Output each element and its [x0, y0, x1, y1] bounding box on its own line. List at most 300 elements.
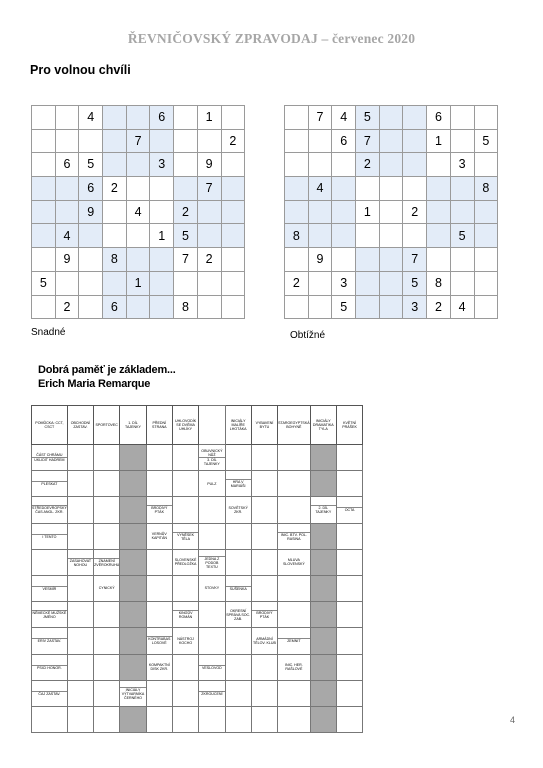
sudoku-cell[interactable] — [332, 200, 356, 224]
sudoku-cell[interactable] — [403, 224, 427, 248]
crossword-answer-cell[interactable] — [94, 680, 120, 706]
sudoku-cell[interactable] — [308, 295, 332, 319]
crossword-answer-cell[interactable] — [225, 706, 251, 732]
sudoku-cell[interactable] — [174, 153, 198, 177]
crossword-answer-cell[interactable] — [120, 471, 146, 497]
sudoku-cell[interactable] — [150, 177, 174, 201]
crossword-clue-cell — [225, 575, 251, 601]
sudoku-cell[interactable]: 8 — [103, 248, 127, 272]
crossword-answer-cell[interactable] — [172, 706, 198, 732]
crossword-answer-cell[interactable] — [251, 471, 277, 497]
crossword-answer-cell[interactable] — [225, 523, 251, 549]
clue-text: INIC. HER. RAŠLOVÉ — [284, 662, 303, 672]
clue-text: VYNĚSEK TĚLA — [173, 532, 198, 541]
sudoku-cell[interactable] — [474, 200, 498, 224]
sudoku-cell[interactable]: 9 — [197, 153, 221, 177]
sudoku-cell[interactable] — [126, 248, 150, 272]
sudoku-cell[interactable]: 1 — [150, 224, 174, 248]
sudoku-cell[interactable] — [474, 295, 498, 319]
sudoku-cell[interactable] — [55, 106, 79, 130]
sudoku-cell[interactable] — [55, 129, 79, 153]
sudoku-cell[interactable] — [150, 200, 174, 224]
crossword-answer-cell[interactable] — [146, 471, 172, 497]
sudoku-cell[interactable] — [379, 200, 403, 224]
sudoku-cell[interactable] — [103, 129, 127, 153]
sudoku-cell[interactable] — [150, 271, 174, 295]
sudoku-cell[interactable] — [32, 177, 56, 201]
sudoku-cell[interactable] — [285, 248, 309, 272]
sudoku-cell[interactable]: 3 — [150, 153, 174, 177]
sudoku-cell[interactable]: 7 — [403, 248, 427, 272]
crossword-answer-cell[interactable] — [172, 575, 198, 601]
sudoku-cell[interactable]: 7 — [308, 106, 332, 130]
crossword-answer-cell[interactable] — [67, 497, 93, 523]
crossword-answer-cell[interactable] — [310, 706, 336, 732]
crossword-clue-cell — [32, 497, 68, 523]
crossword-answer-cell[interactable] — [199, 602, 225, 628]
crossword-answer-cell[interactable] — [251, 549, 277, 575]
sudoku-cell[interactable] — [32, 106, 56, 130]
clue-text: ERIV ZASTAV. — [32, 638, 67, 643]
crossword-clue-cell — [32, 445, 68, 471]
crossword-answer-cell[interactable] — [251, 680, 277, 706]
crossword-answer-cell[interactable] — [120, 523, 146, 549]
crossword-answer-cell[interactable] — [336, 549, 362, 575]
sudoku-cell[interactable] — [197, 271, 221, 295]
sudoku-cell[interactable] — [450, 248, 474, 272]
crossword-answer-cell[interactable] — [67, 575, 93, 601]
sudoku-cell[interactable]: 2 — [197, 248, 221, 272]
crossword-answer-cell[interactable] — [32, 549, 68, 575]
page-number: 4 — [510, 715, 516, 725]
sudoku-cell[interactable] — [150, 129, 174, 153]
crossword-answer-cell[interactable] — [199, 706, 225, 732]
crossword-answer-cell[interactable] — [310, 680, 336, 706]
crossword-answer-cell[interactable] — [94, 654, 120, 680]
crossword-clue-cell — [199, 654, 225, 680]
sudoku-cell[interactable] — [427, 177, 451, 201]
sudoku-cell[interactable] — [285, 200, 309, 224]
sudoku-cell[interactable] — [221, 271, 245, 295]
crossword-clue-cell: INICIÁLY DRAMATIKA TYLA — [310, 406, 336, 445]
crossword-answer-cell[interactable] — [310, 575, 336, 601]
sudoku-cell[interactable] — [32, 153, 56, 177]
crossword-answer-cell[interactable] — [225, 549, 251, 575]
sudoku-cell[interactable] — [32, 248, 56, 272]
sudoku-cell[interactable]: 7 — [356, 129, 380, 153]
crossword-clue-cell: VYBAVENÍ BYTU — [251, 406, 277, 445]
sudoku-cell[interactable]: 1 — [356, 200, 380, 224]
clue-text: INIC. BTV. POL. RASINA — [278, 532, 310, 541]
sudoku-cell[interactable] — [450, 129, 474, 153]
clue-text: PLESKAT — [32, 481, 67, 486]
crossword-answer-cell[interactable] — [336, 706, 362, 732]
crossword-answer-cell[interactable] — [251, 497, 277, 523]
crossword-clue-cell — [336, 497, 362, 523]
crossword-clue-cell — [278, 654, 311, 680]
sudoku-cell[interactable] — [32, 129, 56, 153]
sudoku-cell[interactable] — [174, 129, 198, 153]
sudoku-cell[interactable] — [356, 271, 380, 295]
clue-text: BRODIVÝ PTÁK — [252, 610, 277, 619]
crossword-answer-cell[interactable] — [67, 654, 93, 680]
sudoku-cell[interactable]: 7 — [174, 248, 198, 272]
sudoku-cell[interactable]: 9 — [79, 200, 103, 224]
sudoku-cell[interactable] — [32, 224, 56, 248]
sudoku-cell[interactable] — [356, 248, 380, 272]
sudoku-cell[interactable] — [197, 295, 221, 319]
crossword-answer-cell[interactable] — [251, 523, 277, 549]
sudoku-cell[interactable]: 6 — [150, 106, 174, 130]
sudoku-cell[interactable] — [174, 177, 198, 201]
crossword-clue-cell: 1. DÍL TAJENKY — [120, 406, 146, 445]
clue-text: HRA V MARIÁŠI — [226, 479, 251, 488]
sudoku-cell[interactable] — [221, 248, 245, 272]
sudoku-cell[interactable] — [427, 224, 451, 248]
crossword-clue-cell — [94, 575, 120, 601]
sudoku-cell[interactable] — [332, 248, 356, 272]
crossword-clue-cell — [146, 654, 172, 680]
crossword-answer-cell[interactable] — [199, 497, 225, 523]
sudoku-cell[interactable] — [103, 271, 127, 295]
sudoku-cell[interactable] — [126, 106, 150, 130]
crossword-clue-cell — [32, 654, 68, 680]
crossword-answer-cell[interactable] — [94, 602, 120, 628]
crossword-answer-cell[interactable] — [67, 602, 93, 628]
sudoku-cell[interactable] — [285, 177, 309, 201]
crossword-answer-cell[interactable] — [67, 680, 93, 706]
sudoku-cell[interactable] — [474, 248, 498, 272]
sudoku-cell[interactable] — [450, 106, 474, 130]
sudoku-cell[interactable] — [197, 200, 221, 224]
sudoku-cell[interactable] — [308, 153, 332, 177]
crossword-answer-cell[interactable] — [67, 471, 93, 497]
clue-text: VESLOVOD — [199, 665, 224, 670]
sudoku-cell[interactable] — [126, 224, 150, 248]
crossword-answer-cell[interactable] — [199, 523, 225, 549]
crossword-title-line2: Erich Maria Remarque — [38, 378, 151, 390]
crossword-answer-cell[interactable] — [251, 654, 277, 680]
sudoku-cell[interactable]: 1 — [126, 271, 150, 295]
crossword-clue-cell — [251, 602, 277, 628]
sudoku-cell[interactable] — [103, 106, 127, 130]
sudoku-cell[interactable]: 2 — [403, 200, 427, 224]
crossword-clue-cell — [146, 628, 172, 654]
sudoku-cell[interactable] — [379, 177, 403, 201]
crossword-clue-cell: INICIÁLY MALÍŘE LHOTÁKA — [225, 406, 251, 445]
crossword-answer-cell[interactable] — [336, 471, 362, 497]
sudoku-cell[interactable] — [79, 224, 103, 248]
sudoku-cell[interactable] — [474, 224, 498, 248]
crossword-answer-cell[interactable] — [278, 680, 311, 706]
sudoku-cell[interactable] — [403, 129, 427, 153]
crossword-answer-cell[interactable] — [146, 706, 172, 732]
sudoku-cell[interactable] — [379, 106, 403, 130]
crossword-answer-cell[interactable] — [225, 445, 251, 471]
sudoku-cell[interactable] — [308, 200, 332, 224]
sudoku-cell[interactable] — [126, 295, 150, 319]
sudoku-cell[interactable] — [103, 224, 127, 248]
sudoku-cell[interactable]: 2 — [55, 295, 79, 319]
sudoku-cell[interactable]: 5 — [474, 129, 498, 153]
crossword-answer-cell[interactable] — [120, 706, 146, 732]
sudoku-cell[interactable]: 5 — [32, 271, 56, 295]
crossword-answer-cell[interactable] — [336, 575, 362, 601]
crossword-answer-cell[interactable] — [336, 602, 362, 628]
crossword-answer-cell[interactable] — [225, 680, 251, 706]
sudoku-cell[interactable]: 6 — [332, 129, 356, 153]
sudoku-cell[interactable]: 1 — [427, 129, 451, 153]
sudoku-cell[interactable]: 7 — [197, 177, 221, 201]
crossword-answer-cell[interactable] — [251, 575, 277, 601]
crossword-clue-cell — [32, 471, 68, 497]
sudoku-cell[interactable] — [221, 295, 245, 319]
crossword-answer-cell[interactable] — [199, 628, 225, 654]
sudoku-cell[interactable] — [332, 177, 356, 201]
crossword-clue-cell: SPORTOVEC — [94, 406, 120, 445]
sudoku-cell[interactable] — [474, 271, 498, 295]
clue-text: KINGŮV ROMÁN — [173, 610, 198, 619]
sudoku-cell[interactable] — [379, 224, 403, 248]
clue-text: UKLIDIT HADREM — [32, 457, 67, 462]
crossword-answer-cell[interactable] — [94, 445, 120, 471]
sudoku-cell[interactable]: 5 — [356, 106, 380, 130]
sudoku-cell[interactable]: 6 — [103, 295, 127, 319]
sudoku-cell[interactable]: 3 — [403, 295, 427, 319]
clue-text: SOVĚTSKÝ ZKR. — [228, 505, 248, 514]
crossword-clue-cell — [32, 680, 68, 706]
crossword-answer-cell[interactable] — [310, 471, 336, 497]
sudoku-cell[interactable] — [221, 177, 245, 201]
sudoku-cell[interactable]: 4 — [308, 177, 332, 201]
sudoku-cell[interactable] — [285, 295, 309, 319]
sudoku-cell[interactable]: 6 — [79, 177, 103, 201]
crossword-answer-cell[interactable] — [278, 602, 311, 628]
crossword-answer-cell[interactable] — [94, 706, 120, 732]
sudoku-hard-grid — [284, 105, 498, 319]
sudoku-cell[interactable] — [150, 295, 174, 319]
sudoku-cell[interactable] — [427, 200, 451, 224]
clue-text: KOMPAKTNÍ DISK ZKR. — [148, 662, 170, 672]
sudoku-cell[interactable] — [221, 224, 245, 248]
sudoku-cell[interactable] — [79, 248, 103, 272]
sudoku-cell[interactable] — [356, 295, 380, 319]
sudoku-cell[interactable] — [427, 248, 451, 272]
crossword-answer-cell[interactable] — [120, 628, 146, 654]
crossword-answer-cell[interactable] — [146, 445, 172, 471]
crossword-answer-cell[interactable] — [251, 445, 277, 471]
sudoku-cell[interactable]: 4 — [332, 106, 356, 130]
sudoku-cell[interactable]: 8 — [174, 295, 198, 319]
crossword-answer-cell[interactable] — [310, 602, 336, 628]
sudoku-cell[interactable] — [150, 248, 174, 272]
crossword-answer-cell[interactable] — [67, 706, 93, 732]
crossword-answer-cell[interactable] — [172, 497, 198, 523]
crossword-answer-cell[interactable] — [336, 654, 362, 680]
crossword-answer-cell[interactable] — [146, 549, 172, 575]
sudoku-cell[interactable] — [379, 129, 403, 153]
sudoku-cell[interactable]: 2 — [103, 177, 127, 201]
crossword-answer-cell[interactable] — [278, 445, 311, 471]
sudoku-cell[interactable] — [308, 271, 332, 295]
clue-text: VERNŮV KAPITÁN — [151, 532, 167, 541]
crossword-answer-cell[interactable] — [32, 706, 68, 732]
sudoku-cell[interactable]: 5 — [403, 271, 427, 295]
sudoku-cell[interactable]: 2 — [427, 295, 451, 319]
crossword-clue-cell — [225, 471, 251, 497]
sudoku-cell[interactable] — [379, 271, 403, 295]
sudoku-cell[interactable]: 4 — [126, 200, 150, 224]
sudoku-cell[interactable] — [221, 200, 245, 224]
sudoku-cell[interactable] — [79, 129, 103, 153]
sudoku-cell[interactable]: 7 — [126, 129, 150, 153]
sudoku-cell[interactable]: 2 — [174, 200, 198, 224]
sudoku-cell[interactable] — [427, 153, 451, 177]
sudoku-cell[interactable]: 2 — [285, 271, 309, 295]
sudoku-cell[interactable]: 5 — [450, 224, 474, 248]
crossword-clue-cell: KVĚTNÍ PRÁŠEK — [336, 406, 362, 445]
sudoku-cell[interactable] — [221, 153, 245, 177]
crossword-clue-cell — [199, 549, 225, 575]
sudoku-cell[interactable]: 3 — [450, 153, 474, 177]
sudoku-cell[interactable] — [332, 153, 356, 177]
crossword-answer-cell[interactable] — [310, 445, 336, 471]
sudoku-cell[interactable]: 6 — [55, 153, 79, 177]
sudoku-cell[interactable] — [308, 224, 332, 248]
clue-text: INICIÁLY VÝTVARNÍKA ČERNÉHO — [121, 687, 145, 700]
crossword-answer-cell[interactable] — [251, 706, 277, 732]
sudoku-cell[interactable]: 3 — [332, 271, 356, 295]
sudoku-cell[interactable] — [474, 106, 498, 130]
sudoku-cell[interactable] — [174, 106, 198, 130]
crossword-answer-cell[interactable] — [336, 680, 362, 706]
crossword-answer-cell[interactable] — [310, 523, 336, 549]
crossword-answer-cell[interactable] — [310, 549, 336, 575]
clue-text: OKRESNÍ SPRÁVA SOC. ZAB. — [226, 608, 251, 621]
crossword-clue-cell — [199, 575, 225, 601]
sudoku-cell[interactable]: 5 — [332, 295, 356, 319]
crossword-answer-cell[interactable] — [67, 523, 93, 549]
sudoku-cell[interactable] — [55, 200, 79, 224]
crossword-answer-cell[interactable] — [310, 628, 336, 654]
crossword-answer-cell[interactable] — [67, 628, 93, 654]
crossword-answer-cell[interactable] — [336, 445, 362, 471]
sudoku-cell[interactable] — [379, 295, 403, 319]
sudoku-cell[interactable] — [285, 153, 309, 177]
crossword-clue-cell — [199, 680, 225, 706]
sudoku-cell[interactable] — [450, 177, 474, 201]
crossword-answer-cell[interactable] — [94, 471, 120, 497]
crossword-answer-cell[interactable] — [172, 654, 198, 680]
crossword-answer-cell[interactable] — [278, 575, 311, 601]
crossword-answer-cell[interactable] — [146, 575, 172, 601]
sudoku-cell[interactable]: 8 — [474, 177, 498, 201]
crossword-answer-cell[interactable] — [94, 523, 120, 549]
sudoku-cell[interactable] — [379, 153, 403, 177]
sudoku-cell[interactable]: 2 — [356, 153, 380, 177]
crossword-answer-cell[interactable] — [172, 680, 198, 706]
crossword-answer-cell[interactable] — [225, 654, 251, 680]
sudoku-cell[interactable] — [197, 224, 221, 248]
crossword-answer-cell[interactable] — [278, 706, 311, 732]
sudoku-cell[interactable] — [332, 224, 356, 248]
sudoku-cell[interactable]: 4 — [55, 224, 79, 248]
sudoku-cell[interactable] — [32, 200, 56, 224]
sudoku-cell[interactable] — [174, 271, 198, 295]
clue-text: ČÁST CHRÁMU — [36, 452, 63, 457]
sudoku-cell[interactable] — [221, 106, 245, 130]
crossword-answer-cell[interactable] — [172, 445, 198, 471]
sudoku-cell[interactable] — [403, 177, 427, 201]
sudoku-cell[interactable] — [379, 248, 403, 272]
crossword-answer-cell[interactable] — [225, 628, 251, 654]
crossword-answer-cell[interactable] — [67, 445, 93, 471]
crossword-answer-cell[interactable] — [336, 523, 362, 549]
sudoku-cell[interactable]: 5 — [79, 153, 103, 177]
sudoku-cell[interactable] — [403, 153, 427, 177]
crossword-answer-cell[interactable] — [172, 471, 198, 497]
sudoku-cell[interactable]: 4 — [450, 295, 474, 319]
crossword-answer-cell[interactable] — [146, 680, 172, 706]
clue-text: 2. DÍL TAJENKY — [311, 505, 336, 514]
crossword-answer-cell[interactable] — [310, 654, 336, 680]
sudoku-cell[interactable] — [356, 224, 380, 248]
sudoku-cell[interactable]: 9 — [308, 248, 332, 272]
crossword-answer-cell[interactable] — [120, 575, 146, 601]
sudoku-cell[interactable] — [474, 153, 498, 177]
sudoku-cell[interactable]: 1 — [197, 106, 221, 130]
sudoku-cell[interactable] — [32, 295, 56, 319]
crossword-answer-cell[interactable] — [278, 471, 311, 497]
crossword-answer-cell[interactable] — [94, 628, 120, 654]
crossword-clue-cell — [225, 602, 251, 628]
crossword-answer-cell[interactable] — [146, 602, 172, 628]
crossword-answer-cell[interactable] — [278, 497, 311, 523]
sudoku-cell[interactable]: 9 — [55, 248, 79, 272]
sudoku-cell[interactable]: 4 — [79, 106, 103, 130]
crossword-answer-cell[interactable] — [120, 549, 146, 575]
sudoku-cell[interactable] — [197, 129, 221, 153]
sudoku-cell[interactable] — [79, 295, 103, 319]
sudoku-cell[interactable]: 2 — [221, 129, 245, 153]
clue-text: SLOVENSKÉ PŘEDLOŽKA — [174, 558, 197, 567]
sudoku-cell[interactable] — [403, 106, 427, 130]
crossword-answer-cell[interactable] — [120, 497, 146, 523]
sudoku-cell[interactable] — [450, 271, 474, 295]
crossword-answer-cell[interactable] — [94, 497, 120, 523]
sudoku-cell[interactable]: 5 — [174, 224, 198, 248]
sudoku-cell[interactable] — [55, 177, 79, 201]
sudoku-cell[interactable] — [55, 271, 79, 295]
crossword-answer-cell[interactable] — [336, 628, 362, 654]
sudoku-cell[interactable] — [356, 177, 380, 201]
sudoku-cell[interactable]: 6 — [427, 106, 451, 130]
sudoku-cell[interactable] — [308, 129, 332, 153]
sudoku-cell[interactable] — [103, 200, 127, 224]
crossword-answer-cell[interactable] — [120, 445, 146, 471]
crossword-answer-cell[interactable] — [120, 654, 146, 680]
sudoku-cell[interactable] — [126, 153, 150, 177]
sudoku-cell[interactable] — [285, 129, 309, 153]
sudoku-cell[interactable] — [79, 271, 103, 295]
sudoku-cell[interactable] — [285, 106, 309, 130]
sudoku-cell[interactable] — [450, 200, 474, 224]
sudoku-cell[interactable]: 8 — [285, 224, 309, 248]
sudoku-cell[interactable] — [103, 153, 127, 177]
sudoku-cell[interactable] — [126, 177, 150, 201]
crossword-answer-cell[interactable] — [120, 602, 146, 628]
sudoku-cell[interactable]: 8 — [427, 271, 451, 295]
